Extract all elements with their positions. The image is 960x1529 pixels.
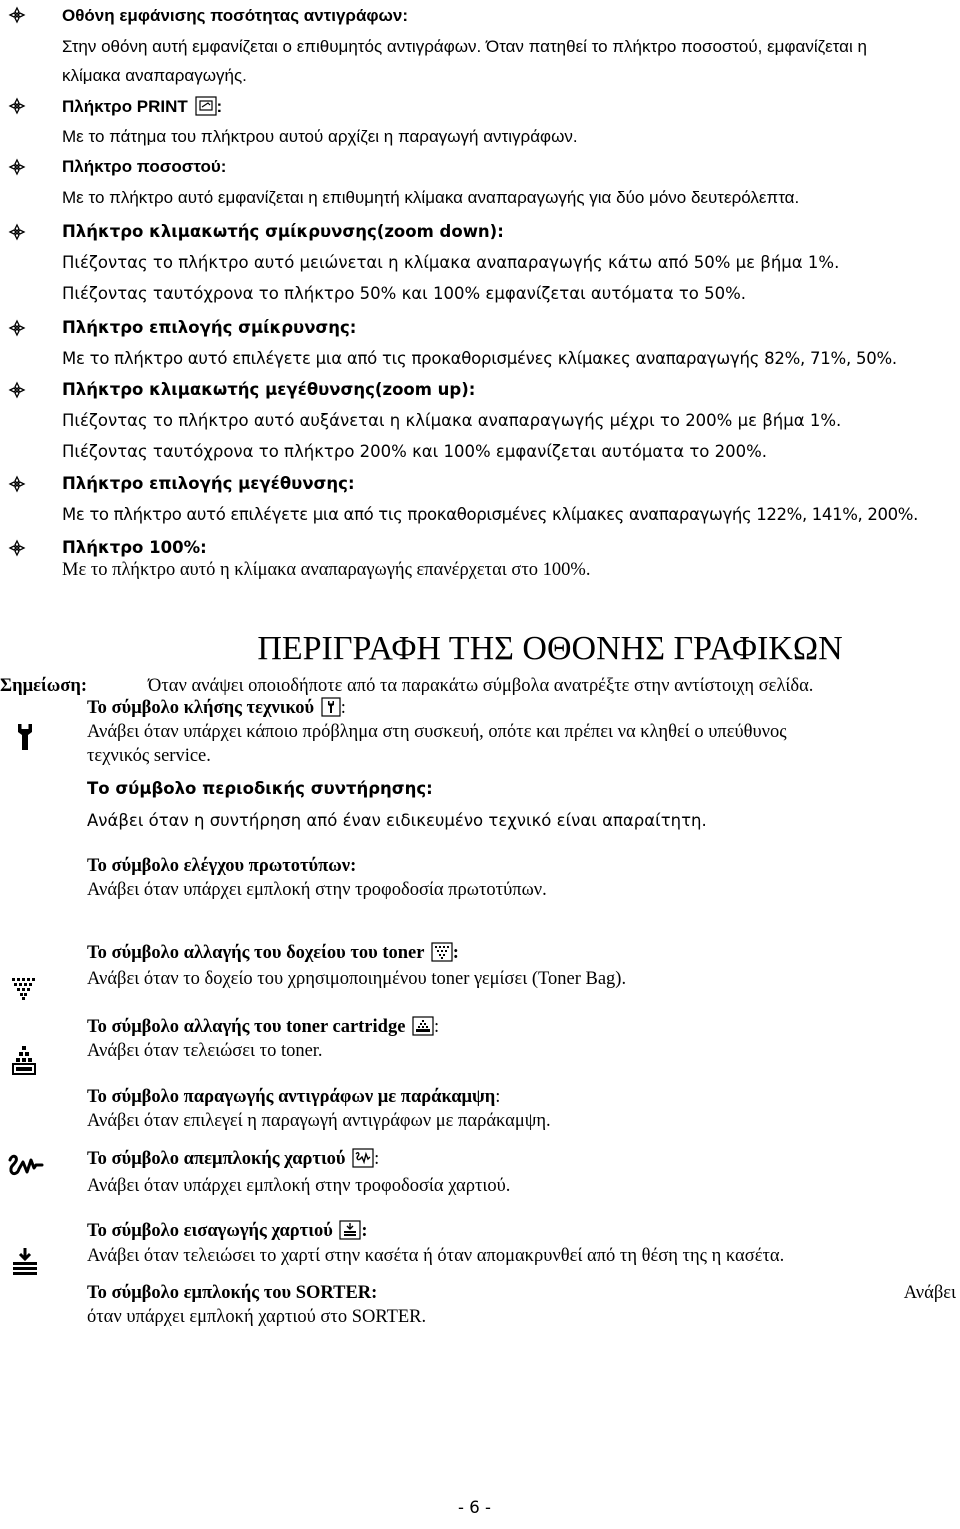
toner-cartridge-colon: :	[434, 1017, 440, 1037]
symbol-text: Ανάβει όταν υπάρχει εμπλοκή στην τροφοδοσία πρωτοτύπων.	[87, 880, 547, 900]
symbol-title: Το σύμβολο περιοδικής συντήρησης:	[87, 779, 433, 798]
item-title: Πλήκτρο ποσοστού:	[62, 157, 227, 176]
item-title: Πλήκτρο κλιμακωτής σμίκρυνσης(zoom down):	[62, 222, 504, 241]
diamond-bullet-icon	[8, 6, 26, 24]
item-text: Στην οθόνη αυτή εμφανίζεται ο επιθυμητός αντιγράφων. Όταν πατηθεί το πλήκτρο ποσοστού, εμφανίζεται η	[62, 37, 867, 56]
bypass-colon: :	[495, 1087, 501, 1107]
symbol-title: Το σύμβολο εμπλοκής του SORTER:	[87, 1283, 378, 1303]
symbol-title	[87, 942, 459, 964]
toner-bag-icon	[10, 976, 38, 1002]
wrench-icon	[12, 722, 38, 752]
item-text: Πιέζοντας ταυτόχρονα το πλήκτρο 200% και 100% εμφανίζεται αυτόματα το 200%.	[62, 442, 768, 461]
symbol-title	[87, 1016, 439, 1038]
wrench-icon	[321, 697, 341, 717]
diamond-bullet-icon	[8, 158, 26, 176]
symbol-title	[87, 697, 346, 719]
print-icon	[195, 96, 217, 116]
item-title: Οθόνη εμφάνισης ποσότητας αντιγράφων:	[62, 6, 409, 25]
paper-insert-icon	[339, 1220, 361, 1240]
diamond-bullet-icon	[8, 97, 26, 115]
symbol-title	[87, 1220, 368, 1242]
item-text: Με το πλήκτρο αυτό η κλίμακα αναπαραγωγής επανέρχεται στο 100%.	[62, 560, 591, 580]
diamond-bullet-icon	[8, 381, 26, 399]
diamond-bullet-icon	[8, 319, 26, 337]
item-title: Πλήκτρο κλιμακωτής μεγέθυνσης(zoom up):	[62, 380, 476, 399]
paper-jam-icon	[352, 1148, 374, 1168]
symbol-text: Ανάβει όταν επιλεγεί η παραγωγή αντιγράφων με παράκαμψη.	[87, 1111, 551, 1131]
symbol-text: Ανάβει όταν τελειώσει το χαρτί στην κασέτα ή όταν απομακρυνθεί από τη θέση της η κασέτα.	[87, 1246, 785, 1266]
page-heading: ΠΕΡΙΓΡΑΦΗ ΤΗΣ ΟΘΟΝΗΣ ΓΡΑΦΙΚΩΝ	[257, 630, 843, 667]
technician-colon: :	[340, 698, 346, 718]
item-text: κλίμακα αναπαραγωγής.	[62, 66, 247, 85]
item-text: Πιέζοντας το πλήκτρο αυτό μειώνεται η κλίμακα αναπαραγωγής κάτω από 50% με βήμα 1%.	[62, 253, 840, 272]
diamond-bullet-icon	[8, 475, 26, 493]
item-text: Με το πάτημα του πλήκτρου αυτού αρχίζει η παραγωγή αντιγράφων.	[62, 127, 578, 146]
paper-jam-title: Το σύμβολο απεμπλοκής χαρτιού	[87, 1149, 346, 1169]
symbol-text: όταν υπάρχει εμπλοκή χαρτιού στο SORTER.	[87, 1307, 427, 1327]
item-title: Πλήκτρο επιλογής σμίκρυνσης:	[62, 318, 357, 337]
print-key-title: Πλήκτρο PRINT	[62, 97, 188, 116]
diamond-bullet-icon	[8, 539, 26, 557]
note-label: Σημείωση:	[0, 676, 87, 696]
technician-symbol-title: Το σύμβολο κλήσης τεχνικού	[87, 698, 315, 718]
item-text: Με το πλήκτρο αυτό εμφανίζεται η επιθυμητή κλίμακα αναπαραγωγής για δύο μόνο δευτερόλεπτα.	[62, 188, 800, 207]
symbol-text: Ανάβει όταν το δοχείο του χρησιμοποιημένου toner γεμίσει (Toner Bag).	[87, 969, 627, 989]
note-text: Όταν ανάψει οποιοδήποτε από τα παρακάτω σύμβολα ανατρέξτε στην αντίστοιχη σελίδα.	[148, 676, 814, 696]
symbol-title: Το σύμβολο ελέγχου πρωτοτύπων:	[87, 856, 357, 876]
item-title	[62, 96, 222, 117]
paper-insert-colon: :	[361, 1221, 368, 1241]
paper-insert-title: Το σύμβολο εισαγωγής χαρτιού	[87, 1221, 333, 1241]
toner-cartridge-icon	[412, 1016, 434, 1036]
symbol-title	[87, 1087, 500, 1108]
toner-bag-colon: :	[452, 943, 459, 963]
symbol-text: Ανάβει όταν η συντήρηση από έναν ειδικευμένο τεχνικό είναι απαραίτητη.	[87, 811, 707, 830]
bypass-title: Το σύμβολο παραγωγής αντιγράφων με παράκαμψη	[87, 1087, 496, 1107]
symbol-text-right: Ανάβει	[903, 1283, 956, 1303]
paper-insert-icon	[10, 1246, 40, 1278]
symbol-text: τεχνικός service.	[87, 746, 211, 766]
toner-bag-icon	[431, 942, 453, 962]
symbol-text: Ανάβει όταν τελειώσει το toner.	[87, 1041, 323, 1061]
symbol-text: Ανάβει όταν υπάρχει κάποιο πρόβλημα στη συσκευή, οπότε και πρέπει να κληθεί ο υπεύθυνος	[87, 722, 787, 742]
symbol-text: Ανάβει όταν υπάρχει εμπλοκή στην τροφοδοσία χαρτιού.	[87, 1176, 511, 1196]
toner-cartridge-icon	[10, 1044, 40, 1076]
paper-jam-colon: :	[374, 1149, 380, 1169]
diamond-bullet-icon	[8, 223, 26, 241]
item-title: Πλήκτρο 100%:	[62, 538, 207, 557]
item-text: Πιέζοντας ταυτόχρονα το πλήκτρο 50% και 100% εμφανίζεται αυτόματα το 50%.	[62, 284, 747, 303]
page-number: - 6 -	[458, 1498, 491, 1517]
item-title: Πλήκτρο επιλογής μεγέθυνσης:	[62, 474, 355, 493]
symbol-title	[87, 1148, 379, 1170]
toner-bag-title: Το σύμβολο αλλαγής του δοχείου του toner	[87, 943, 425, 963]
toner-cartridge-title: Το σύμβολο αλλαγής του toner cartridge	[87, 1017, 406, 1037]
item-text: Πιέζοντας το πλήκτρο αυτό αυξάνεται η κλίμακα αναπαραγωγής μέχρι το 200% με βήμα 1%.	[62, 411, 842, 430]
item-text: Με το πλήκτρο αυτό επιλέγετε μια από τις προκαθορισμένες κλίμακες αναπαραγωγής 82%, 71%, 50%.	[62, 349, 897, 368]
paper-jam-icon	[6, 1152, 46, 1178]
print-key-colon: :	[216, 97, 223, 116]
item-text: Με το πλήκτρο αυτό επιλέγετε μια από τις προκαθορισμένες κλίμακες αναπαραγωγής 122%, 141%, 200%.	[62, 505, 919, 524]
